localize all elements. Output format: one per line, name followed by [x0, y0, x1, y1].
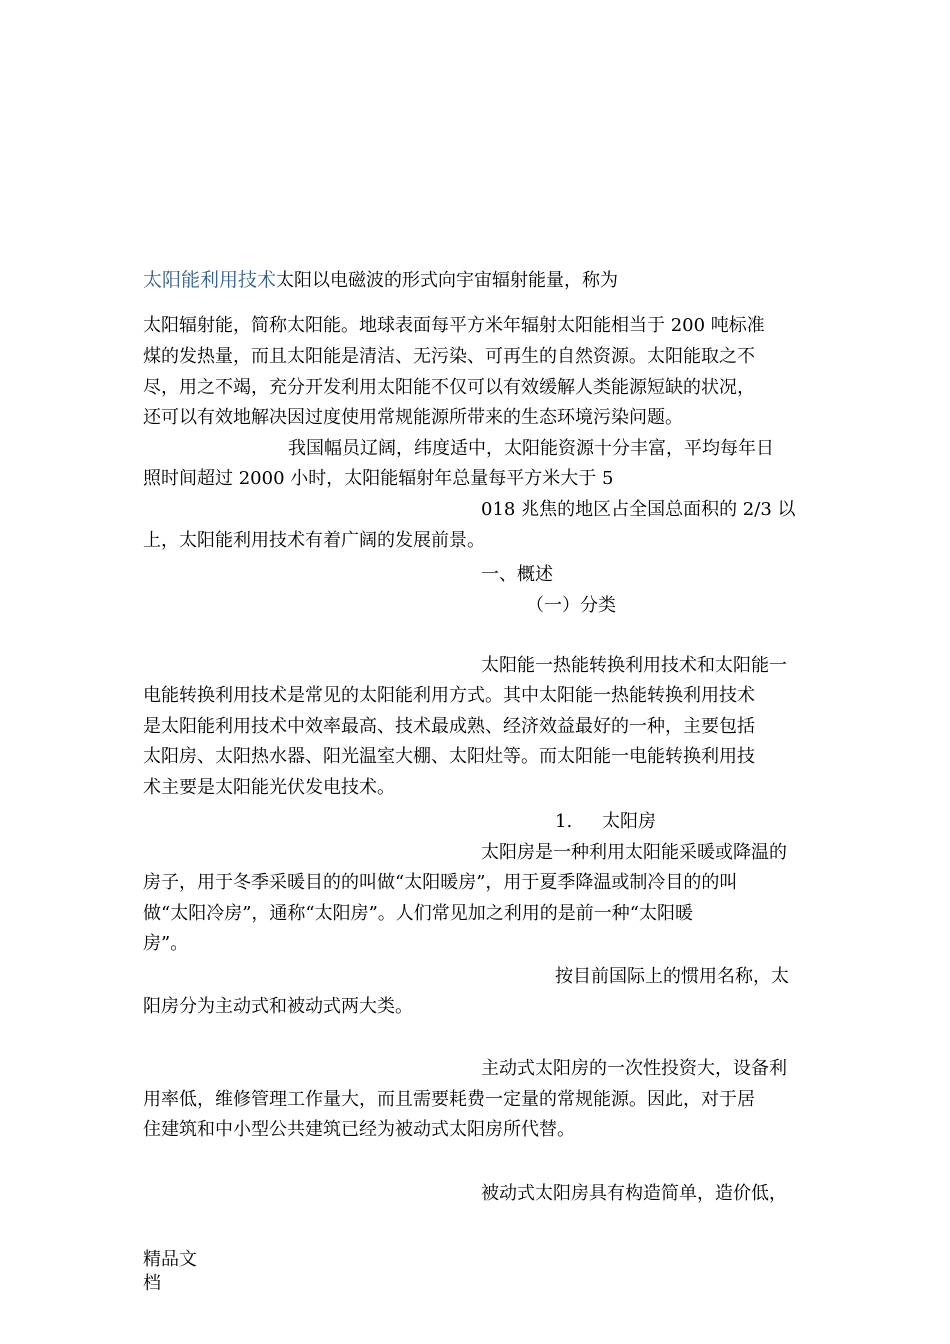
body-line: 还可以有效地解决因过度使用常规能源所带来的生态环境污染问题。 — [143, 407, 683, 428]
title-line — [143, 268, 618, 293]
body-line: 被动式太阳房具有构造简单，造价低， — [481, 1183, 787, 1204]
footer-line: 精品文 — [143, 1249, 197, 1270]
body-line: 太阳房、太阳热水器、阳光温室大棚、太阳灶等。而太阳能一电能转换利用技 — [143, 746, 755, 767]
footer-line: 档 — [143, 1273, 161, 1294]
body-line: 尽，用之不竭，充分开发利用太阳能不仅可以有效缓解人类能源短缺的状况， — [143, 377, 755, 398]
body-line: 按目前国际上的惯用名称，太 — [555, 966, 789, 987]
body-line: 018 兆焦的地区占全国总面积的 2/3 以 — [481, 499, 796, 520]
body-line: 电能转换利用技术是常见的太阳能利用方式。其中太阳能一热能转换利用技术 — [143, 685, 755, 706]
footer-label — [143, 1248, 197, 1296]
body-line: 太阳房是一种利用太阳能采暖或降温的 — [481, 842, 787, 863]
body-line: 太阳辐射能，简称太阳能。地球表面每平方米年辐射太阳能相当于 200 吨标准 — [143, 315, 765, 336]
body-line: 我国幅员辽阔，纬度适中，太阳能资源十分丰富，平均每年日 — [288, 438, 774, 459]
section-heading: 一、概述 — [481, 564, 553, 585]
body-line: 做“太阳冷房”，通称“太阳房”。人们常见加之利用的是前一种“太阳暖 — [143, 903, 694, 924]
body-line: 术主要是太阳能光伏发电技术。 — [143, 777, 395, 798]
body-line: 住建筑和中小型公共建筑已经为被动式太阳房所代替。 — [143, 1119, 575, 1140]
body-line: 主动式太阳房的一次性投资大，设备利 — [481, 1058, 787, 1079]
body-line: 房”。 — [143, 933, 189, 954]
body-line: 上，太阳能利用技术有着广阔的发展前景。 — [143, 530, 485, 551]
body-line: 用率低，维修管理工作量大，而且需要耗费一定量的常规能源。因此，对于居 — [143, 1089, 755, 1110]
body-line: 是太阳能利用技术中效率最高、技术最成熟、经济效益最好的一种，主要包括 — [143, 716, 755, 737]
list-number: 1. — [555, 811, 573, 832]
subsection-heading: （一）分类 — [526, 595, 616, 616]
title-continuation: 太阳以电磁波的形式向宇宙辐射能量，称为 — [276, 270, 619, 291]
body-line: 照时间超过 2000 小时，太阳能辐射年总量每平方米大于 5 — [143, 468, 614, 489]
body-line: 房子，用于冬季采暖目的的叫做“太阳暖房”，用于夏季降温或制冷目的的叫 — [143, 872, 738, 893]
body-line: 阳房分为主动式和被动式两大类。 — [143, 996, 413, 1017]
document-title: 太阳能利用技术 — [143, 269, 277, 291]
body-line: 煤的发热量，而且太阳能是清洁、无污染、可再生的自然资源。太阳能取之不 — [143, 346, 755, 367]
body-line: 太阳能一热能转换利用技术和太阳能一 — [481, 655, 787, 676]
list-heading: 太阳房 — [602, 811, 656, 832]
